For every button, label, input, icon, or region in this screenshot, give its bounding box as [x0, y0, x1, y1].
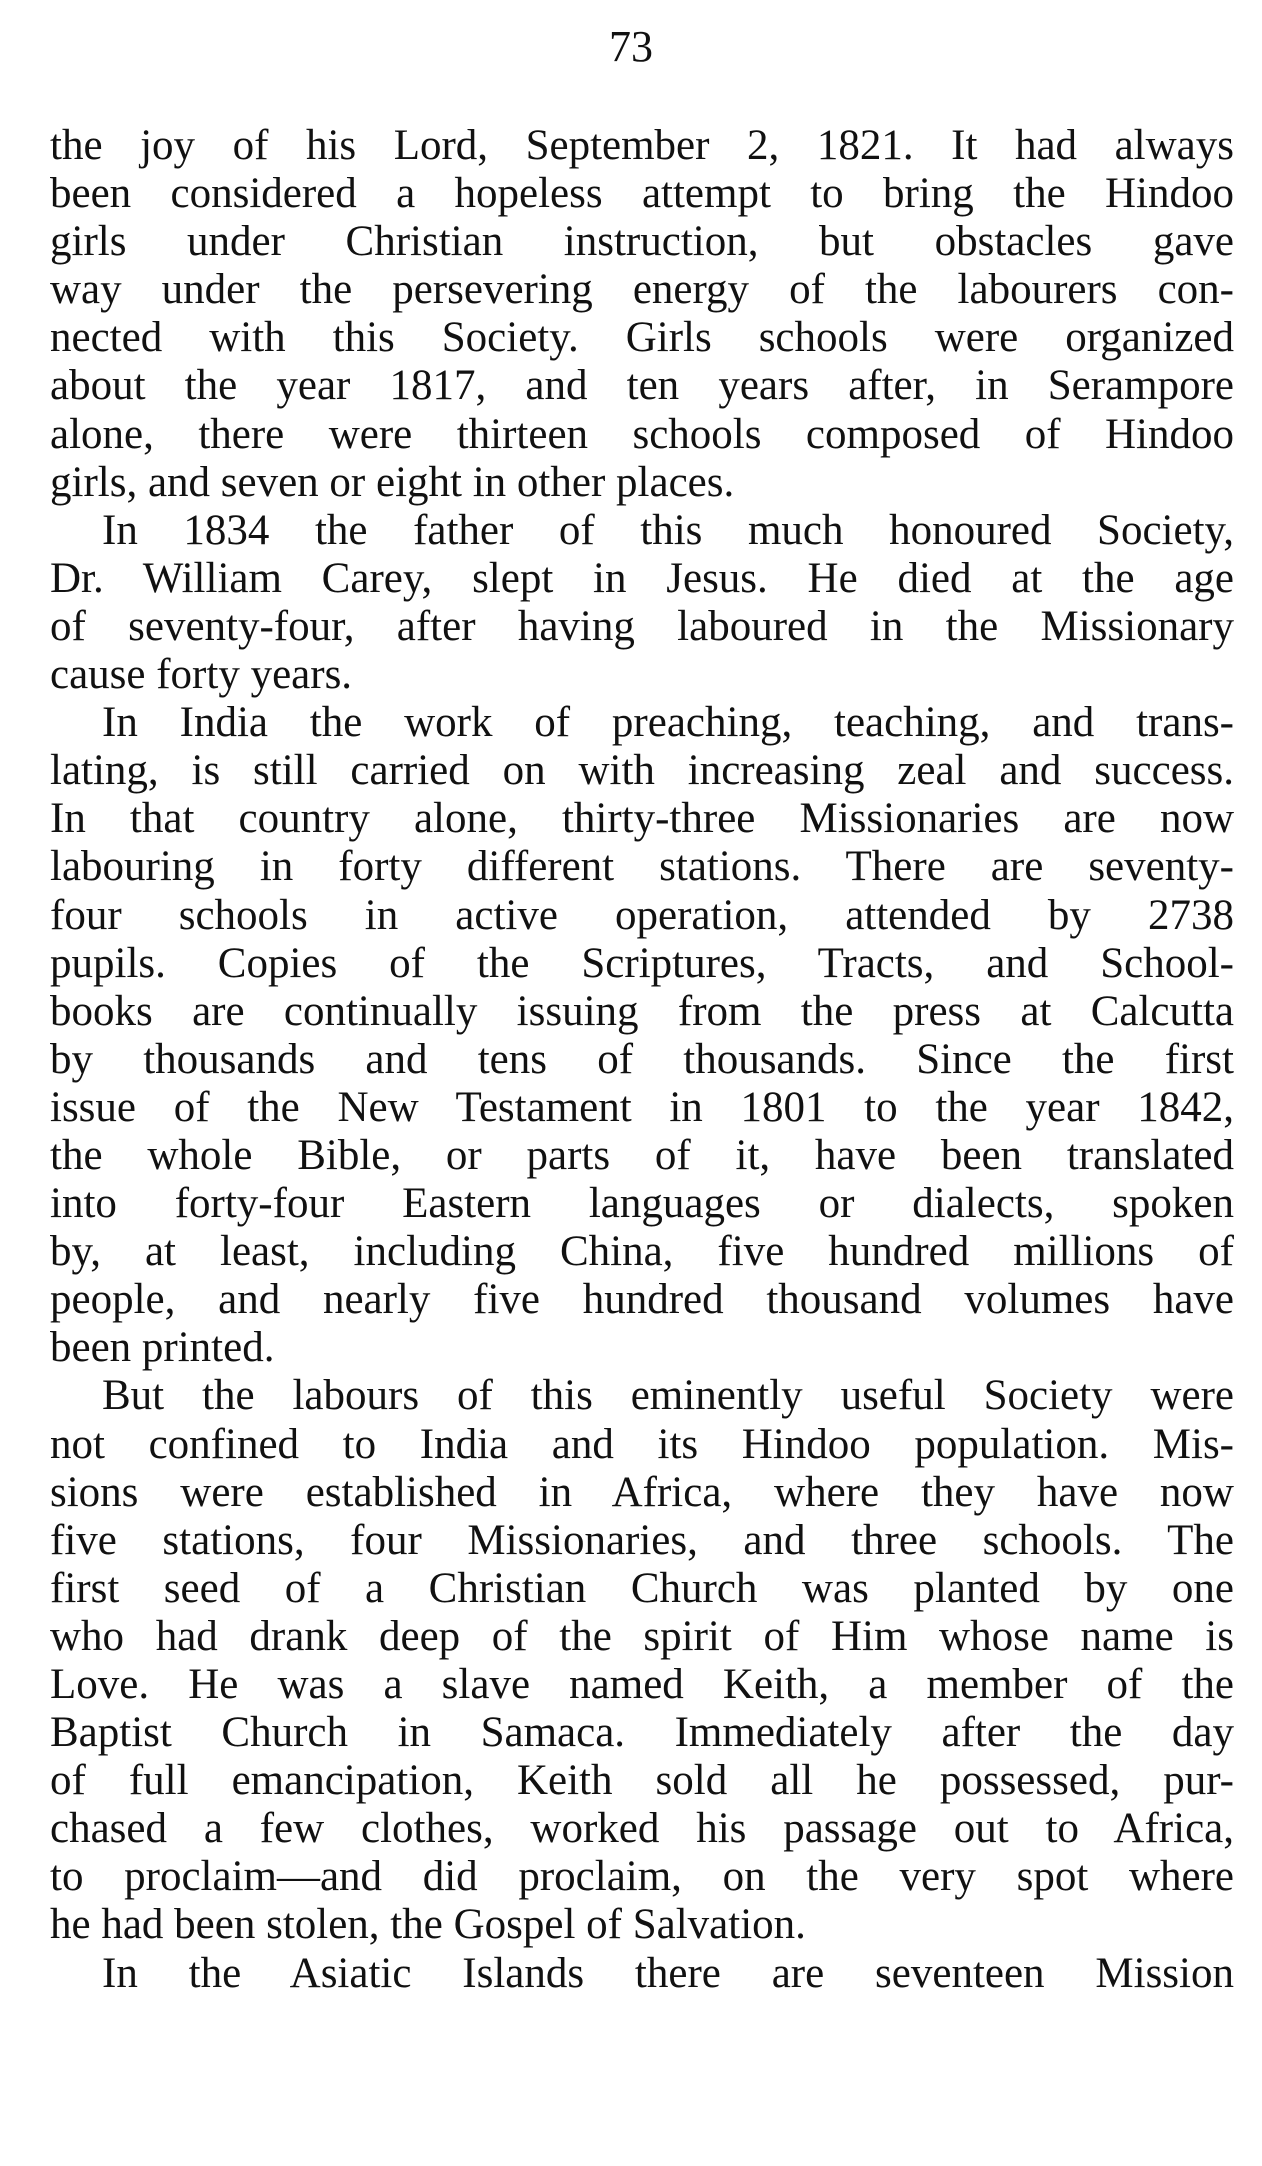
paragraph	[50, 1950, 1234, 1998]
text-line: But the labours of this eminently useful Society were	[102, 1372, 1234, 1420]
text-line: girls, and seven or eight in other places.	[50, 458, 735, 506]
paragraph	[50, 699, 1234, 1372]
text-line: alone, there were thirteen schools composed of Hindoo	[50, 410, 1234, 458]
text-line: labouring in forty different stations. There are seventy-	[50, 843, 1234, 891]
text-line: four schools in active operation, attended by 2738	[50, 891, 1234, 939]
text-line: Baptist Church in Samaca. Immediately after the day	[50, 1709, 1234, 1757]
paragraph	[50, 1372, 1234, 1949]
text-line: the joy of his Lord, September 2, 1821. It had always	[50, 122, 1234, 169]
body-text	[50, 122, 1234, 1998]
text-line: not confined to India and its Hindoo population. Mis-	[50, 1420, 1234, 1468]
text-line: Dr. William Carey, slept in Jesus. He died at the age	[50, 554, 1234, 602]
text-line: of full emancipation, Keith sold all he possessed, pur-	[50, 1757, 1234, 1805]
text-line: into forty-four Eastern languages or dialects, spoken	[50, 1180, 1234, 1228]
text-line: Love. He was a slave named Keith, a member of the	[50, 1661, 1234, 1708]
text-line: to proclaim—and did proclaim, on the very spot where	[50, 1853, 1234, 1901]
page-number: 73	[609, 22, 653, 71]
text-line: the whole Bible, or parts of it, have been translated	[50, 1131, 1234, 1179]
text-line: about the year 1817, and ten years after, in Serampore	[50, 362, 1234, 410]
text-line: In 1834 the father of this much honoured Society,	[102, 506, 1234, 554]
text-line: first seed of a Christian Church was planted by one	[50, 1564, 1234, 1612]
text-line: books are continually issuing from the press at Calcutta	[50, 987, 1234, 1035]
text-line: In India the work of preaching, teaching, and trans-	[102, 699, 1234, 747]
text-line: people, and nearly five hundred thousand volumes have	[50, 1276, 1234, 1324]
text-line: lating, is still carried on with increasing zeal and success.	[50, 747, 1234, 795]
paragraph	[50, 122, 1234, 507]
text-line: way under the persevering energy of the labourers con-	[50, 266, 1234, 314]
text-line: In that country alone, thirty-three Missionaries are now	[50, 795, 1234, 843]
text-line: issue of the New Testament in 1801 to the year 1842,	[50, 1083, 1234, 1131]
paragraph	[50, 507, 1234, 699]
text-line: five stations, four Missionaries, and three schools. The	[50, 1516, 1234, 1564]
text-line: cause forty years.	[50, 651, 353, 699]
text-line: chased a few clothes, worked his passage out to Africa,	[50, 1805, 1234, 1853]
text-line: by thousands and tens of thousands. Since the first	[50, 1035, 1234, 1083]
text-line: nected with this Society. Girls schools were organized	[50, 314, 1234, 362]
text-line: he had been stolen, the Gospel of Salvation.	[50, 1901, 806, 1949]
text-line: In the Asiatic Islands there are seventeen Mission	[102, 1949, 1234, 1997]
text-line: sions were established in Africa, where they have now	[50, 1468, 1234, 1516]
text-line: pupils. Copies of the Scriptures, Tracts, and School-	[50, 939, 1234, 987]
text-line: of seventy-four, after having laboured in the Missionary	[50, 602, 1234, 650]
text-line: been printed.	[50, 1324, 275, 1372]
text-line: by, at least, including China, five hundred millions of	[50, 1228, 1234, 1276]
text-line: who had drank deep of the spirit of Him whose name is	[50, 1612, 1234, 1660]
text-line: been considered a hopeless attempt to bring the Hindoo	[50, 170, 1234, 218]
text-line: girls under Christian instruction, but obstacles gave	[50, 218, 1234, 266]
